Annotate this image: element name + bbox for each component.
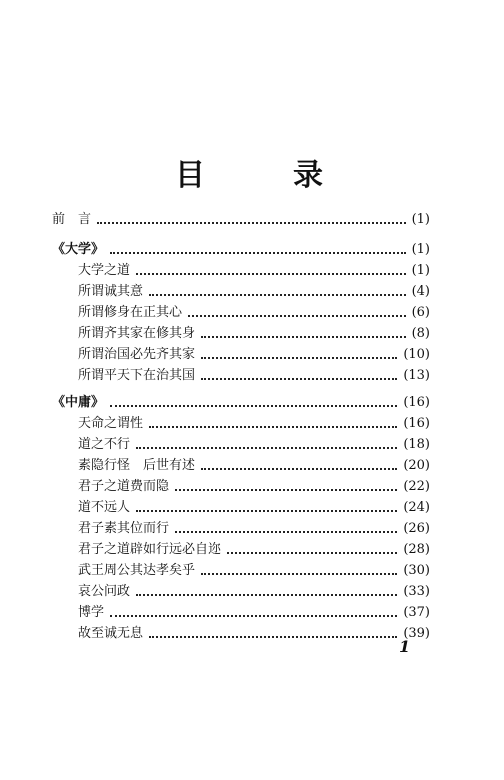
toc-entry-page: (28): [403, 542, 430, 557]
toc-entry-page: (16): [403, 416, 430, 431]
toc-entry-label: 天命之谓性: [78, 416, 144, 431]
toc-entry: [78, 324, 430, 344]
toc-entry: [78, 303, 430, 323]
dot-leader: [227, 552, 397, 554]
page-number: 1: [399, 637, 411, 656]
dot-leader: [201, 336, 406, 338]
toc-entry-page: (1): [411, 212, 430, 227]
dot-leader: [136, 273, 406, 275]
toc-entry-label: 故至诚无息: [78, 626, 144, 641]
dot-leader: [97, 222, 406, 224]
toc-entry-label: 前 言: [52, 212, 92, 227]
toc-entry: [52, 240, 430, 260]
toc-entry: [78, 582, 430, 602]
toc-entry: [78, 345, 430, 365]
toc-entry-label: 所谓诚其意: [78, 284, 144, 299]
dot-leader: [149, 636, 397, 638]
toc-entry: [52, 393, 430, 413]
dot-leader: [110, 405, 397, 407]
toc-entry-page: (16): [403, 395, 430, 410]
dot-leader: [201, 378, 397, 380]
toc-entry: [52, 210, 430, 230]
toc-entry: [78, 498, 430, 518]
toc-entry-label: 哀公问政: [78, 584, 131, 599]
toc-entry-page: (39): [403, 626, 430, 641]
toc-entry-label: 君子之道辟如行远必自迩: [78, 542, 222, 557]
toc-entry-page: (18): [403, 437, 430, 452]
dot-leader: [136, 447, 397, 449]
toc-entry-label: 博学: [78, 605, 105, 620]
toc-entry-page: (4): [411, 284, 430, 299]
dot-leader: [149, 294, 406, 296]
toc-entry: [78, 366, 430, 386]
toc-title-char-1: 目: [175, 158, 205, 193]
toc-entry: [78, 282, 430, 302]
toc-entry: [78, 603, 430, 623]
toc-entry-label: 所谓修身在正其心: [78, 305, 183, 320]
toc-entry: [78, 414, 430, 434]
dot-leader: [136, 510, 397, 512]
dot-leader: [201, 357, 397, 359]
toc-entry-page: (8): [411, 326, 430, 341]
toc-entry-page: (22): [403, 479, 430, 494]
toc-entry: [78, 261, 430, 281]
toc-entry: [78, 519, 430, 539]
dot-leader: [175, 531, 397, 533]
dot-leader: [201, 468, 397, 470]
toc-entry-label: 所谓治国必先齐其家: [78, 347, 196, 362]
toc-entry-label: 《中庸》: [52, 395, 105, 410]
toc-entry-label: 君子素其位而行: [78, 521, 170, 536]
toc-entry: [78, 477, 430, 497]
toc-entry-page: (33): [403, 584, 430, 599]
toc-entry-page: (24): [403, 500, 430, 515]
toc-entry: [78, 561, 430, 581]
toc-entry-label: 道之不行: [78, 437, 131, 452]
toc-entry-label: 君子之道费而隐: [78, 479, 170, 494]
toc-entry: [78, 624, 430, 644]
dot-leader: [110, 615, 397, 617]
dot-leader: [136, 594, 397, 596]
toc-entry-label: 素隐行怪 后世有述: [78, 458, 196, 473]
dot-leader: [175, 489, 397, 491]
toc-entry-label: 道不远人: [78, 500, 131, 515]
toc-entry-page: (6): [411, 305, 430, 320]
dot-leader: [201, 573, 397, 575]
toc-entry-label: 武王周公其达孝矣乎: [78, 563, 196, 578]
dot-leader: [149, 426, 397, 428]
toc-entry-page: (13): [403, 368, 430, 383]
toc-entry-page: (20): [403, 458, 430, 473]
dot-leader: [188, 315, 406, 317]
toc-entry: [78, 540, 430, 560]
toc-title-char-2: 录: [293, 158, 323, 193]
toc-entry-label: 大学之道: [78, 263, 131, 278]
dot-leader: [110, 252, 406, 254]
toc-title: [0, 158, 504, 194]
toc-entry-page: (37): [403, 605, 430, 620]
toc-entry: [78, 435, 430, 455]
toc-entry-page: (1): [411, 242, 430, 257]
toc-entry-page: (10): [403, 347, 430, 362]
toc-entry-label: 所谓平天下在治其国: [78, 368, 196, 383]
toc-entry-page: (30): [403, 563, 430, 578]
toc-entry-label: 《大学》: [52, 242, 105, 257]
toc-entry: [78, 456, 430, 476]
toc-entry-label: 所谓齐其家在修其身: [78, 326, 196, 341]
toc-entry-page: (1): [411, 263, 430, 278]
toc-entry-page: (26): [403, 521, 430, 536]
